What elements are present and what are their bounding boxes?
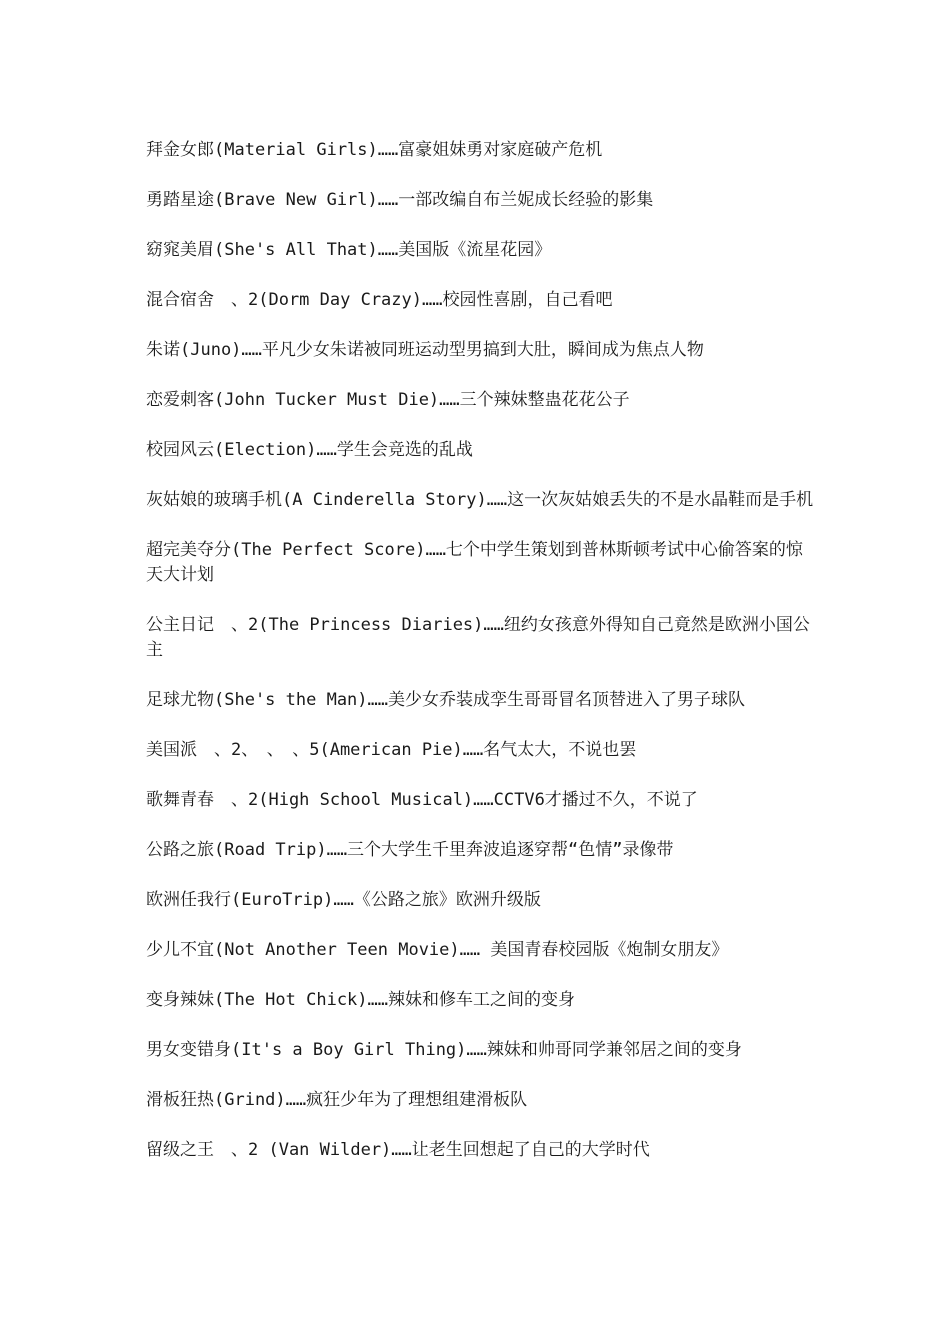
list-item: 男女变错身(It's a Boy Girl Thing)……辣妹和帅哥同学兼邻居之间的变身: [146, 1040, 742, 1060]
list-item: 公主日记 、2(The Princess Diaries)……纽约女孩意外得知自己竟然是欧洲小国公主: [146, 615, 810, 660]
list-item: 公路之旅(Road Trip)……三个大学生千里奔波追逐穿帮“色情”录像带: [146, 840, 674, 860]
list-item: 美国派 、2、 、 、5(American Pie)……名气太大，不说也罢: [146, 740, 637, 760]
list-item: 勇踏星途(Brave New Girl)……一部改编自布兰妮成长经验的影集: [146, 190, 654, 210]
list-item: 歌舞青春 、2(High School Musical)……CCTV6才播过不久，不说了: [146, 790, 698, 810]
list-item: 朱诺(Juno)……平凡少女朱诺被同班运动型男搞到大肚，瞬间成为焦点人物: [146, 340, 704, 360]
list-item: 留级之王 、2 (Van Wilder)……让老生回想起了自己的大学时代: [146, 1140, 650, 1160]
list-item: 变身辣妹(The Hot Chick)……辣妹和修车工之间的变身: [146, 990, 575, 1010]
movie-list: [146, 138, 814, 1188]
list-item: 少儿不宜(Not Another Teen Movie)…… 美国青春校园版《炮制女朋友》: [146, 940, 729, 960]
list-item: 超完美夺分(The Perfect Score)……七个中学生策划到普林斯顿考试中心偷答案的惊天大计划: [146, 540, 803, 585]
list-item: 欧洲任我行(EuroTrip)……《公路之旅》欧洲升级版: [146, 890, 541, 910]
list-item: 窈窕美眉(She's All That)……美国版《流星花园》: [146, 240, 552, 260]
list-item: 足球尤物(She's the Man)……美少女乔装成孪生哥哥冒名顶替进入了男子球队: [146, 690, 745, 710]
list-item: 恋爱刺客(John Tucker Must Die)……三个辣妹整蛊花花公子: [146, 390, 630, 410]
list-item: 混合宿舍 、2(Dorm Day Crazy)……校园性喜剧，自己看吧: [146, 290, 613, 310]
list-item: 灰姑娘的玻璃手机(A Cinderella Story)……这一次灰姑娘丢失的不是水晶鞋而是手机: [146, 490, 814, 510]
list-item: 滑板狂热(Grind)……疯狂少年为了理想组建滑板队: [146, 1090, 528, 1110]
list-item: 校园风云(Election)……学生会竞选的乱战: [146, 440, 473, 460]
list-item: 拜金女郎(Material Girls)……富豪姐妹勇对家庭破产危机: [146, 140, 603, 160]
